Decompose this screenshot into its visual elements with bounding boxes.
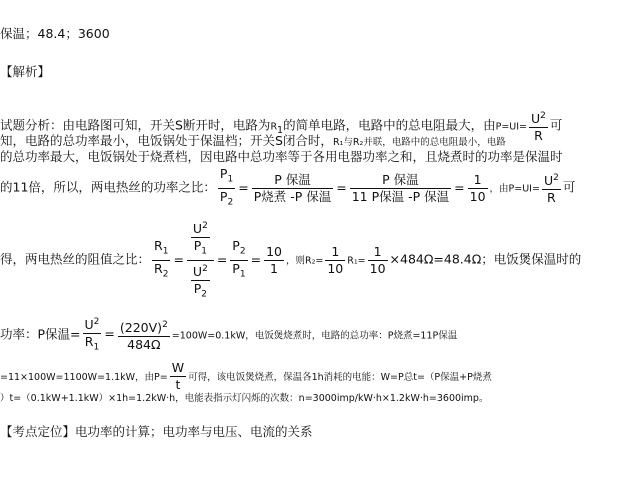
answer-text: 保温；48.4；3600	[0, 26, 110, 41]
one-tenth-fraction-3: $\frac{1}{10}$	[369, 243, 386, 276]
u2-over-r1-fraction: $\frac{U^2}{R_1}$	[83, 314, 102, 356]
power-ratio-fraction-1: $\frac{\text{P 保温}}{\text{P烧煮 -P 保温}}$	[253, 171, 332, 204]
r1-over-r2-fraction: $\frac{R_1}{R_2}$	[152, 238, 170, 282]
analysis-line-1: 试题分析：由电路图可知，开关S断开时，电路为$R_1$的简单电路，电路中的总电阻最大，由P=UI= $\frac{U^2}{R}$ 可	[0, 108, 562, 144]
answer-line	[0, 26, 110, 42]
analysis-line-6: 功率：P保温= $\frac{U^2}{R_1}$ = $\frac{(220V)^2}{484\Omega}$ =100W=0.1kW，电饭煲烧煮时，电路的总功率：P烧煮=11P保温	[0, 314, 457, 356]
one-tenth-fraction-2: $\frac{1}{10}$	[327, 243, 344, 276]
one-tenth-fraction: $\frac{1}{10}$	[469, 171, 486, 204]
u2-over-r-fraction-2: $\frac{U^2}{R}$	[543, 172, 559, 206]
analysis-line-2: 知，电路的总功率最小，电饭锅处于保温档；开关S闭合时，R₁与R₂并联，电路中的总电阻最小，电路	[0, 133, 506, 148]
analysis-heading: 【解析】	[0, 64, 51, 79]
p1-over-p2-fraction: $\frac{P_1}{P_2}$	[218, 166, 235, 210]
p2-over-p1-fraction: $\frac{P_2}{P_1}$	[230, 238, 247, 282]
u2-over-r-fraction: $\frac{U^2}{R}$	[531, 111, 546, 144]
analysis-line-7: =11×100W=1100W=1.1kW，由P= $\frac{W}{t}$ 可得，该电饭煲烧煮，保温各1h消耗的电能：W=P总t=（P保温+P烧煮	[0, 360, 492, 392]
kaodian-line: 【考点定位】电功率的计算；电功率与电压、电流的关系	[0, 424, 313, 439]
voltage-squared-fraction: $\frac{(220V)^2}{484\Omega}$	[119, 319, 168, 352]
analysis-line-8: ）t=（0.1kW+1.1kW）×1h=1.2kW·h，电能表指示灯闪烁的次数：n=3000imp/kW·h×1.2kW·h=3600imp。	[0, 393, 489, 404]
nested-resistance-fraction: $\frac{\frac{U^2}{P_1}}{\frac{U^2}{P_2}}$	[187, 218, 214, 302]
analysis-line-5: 得，两电热丝的阻值之比： $\frac{R_1}{R_2}$ = $\frac{\frac{U^2}{P_1}}{\frac{U^2}{P_2}}$ = $\frac{P_2}{P_1}$ = $\frac{10}{1}$ ，则R₂= $\frac{1}{10}$ R₁= $\frac{1}{10}$ ×484Ω=48.4Ω；电饭煲保温时的	[0, 218, 581, 302]
ten-over-one-fraction: $\frac{10}{1}$	[266, 243, 282, 276]
w-over-t-fraction: $\frac{W}{t}$	[171, 360, 185, 392]
analysis-line-3: 的总功率最大，电饭锅处于烧煮档，因电路中总功率等于各用电器功率之和，且烧煮时的功率是保温时	[0, 149, 563, 164]
power-ratio-fraction-2: $\frac{\text{P 保温}}{\text{11 P保温 -P 保温}}$	[351, 171, 450, 204]
analysis-line-4: 的11倍，所以，两电热丝的功率之比： $\frac{P_1}{P_2}$ = $\frac{\text{P 保温}}{\text{P烧煮 -P 保温}}$ = $\frac{\text{P 保温}}{\text{11 P保温 -P 保温}}$ = $\frac{1}{10}$ ，由P=UI= $\frac{U^2}{R}$ 可	[0, 166, 575, 210]
